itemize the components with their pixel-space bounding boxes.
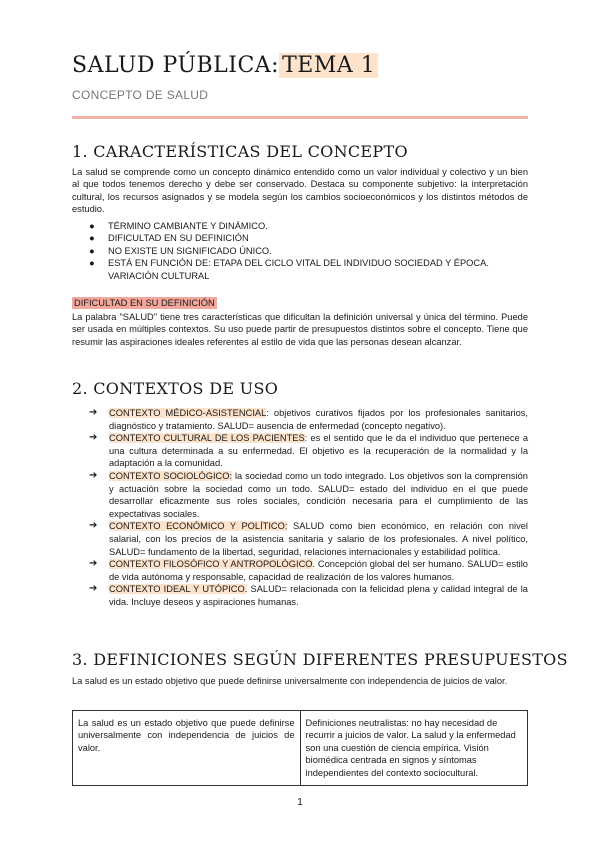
table-cell-left: La salud es un estado objetivo que puede definirse universalmente con independencia de juicios de valor. [73,711,301,786]
list-item-text: TÉRMINO CAMBIANTE Y DINÁMICO. [108,221,268,231]
context-text: la sociedad como un todo integrado. Los objetivos son la comprensión y actuación sobre la sociedad como un todo. SALUD= estado del individuo en el que puede desarrollar eficazmente sus roles sociales, condición necesaria para el cumplimiento de las expectativas sociales. [109,470,528,519]
list-item [72,583,528,608]
contexts-list [72,407,528,609]
list-item [72,520,528,558]
arrow-right-icon: ➔ [89,407,98,418]
characteristics-list [72,220,528,282]
header-divider [72,116,528,119]
context-text: SALUD= relacionada con la felicidad plena y calidad integral de la vida. Incluye deseos y aspiraciones humanas. [109,584,528,607]
section3-intro: La salud es un estado objetivo que puede definirse universalmente con independencia de juicios de valor. [72,676,508,686]
arrow-right-icon: ➔ [89,583,98,595]
title-highlight: TEMA 1 [279,53,378,78]
context-text: Concepción global del ser humano. SALUD= estilo de vida autónoma y responsable, capacidad de realización de los valores humanos. [109,559,528,582]
context-text: objetivos curativos fijados por los profesionales sanitarios, diagnóstico y tratamiento. SALUD= ausencia de enfermedad (concepto negativo). [109,408,529,431]
list-item [72,407,528,432]
context-label: CONTEXTO IDEAL Y UTÓPICO. [109,584,248,595]
bullet-icon: ● [89,221,95,231]
list-item [72,470,528,520]
list-item-text: DIFICULTAD EN SU DEFINICIÓN [108,233,249,244]
context-separator: : [266,408,269,418]
bullet-icon: ● [89,258,95,269]
section3-heading: 3. DEFINICIONES SEGÚN DIFERENTES PRESUPUESTOS [72,650,568,669]
page-number: 1 [297,797,303,808]
list-item [72,220,528,232]
context-text: es el sentido que le da el individuo que pertenece a una cultura determinada a su enfermedad. El objetivo es la recuperación de la normalidad y la adaptación a la comunidad. [109,433,528,469]
context-label: CONTEXTO CULTURAL DE LOS PACIENTES [109,433,305,444]
section2-heading: 2. CONTEXTOS DE USO [72,379,279,398]
bullet-icon: ● [89,233,95,244]
list-item [72,432,528,470]
context-separator: : [304,433,308,444]
title-main: SALUD PÚBLICA: [72,53,280,78]
list-item [72,232,528,244]
difficulty-text: La palabra "SALUD" tiene tres características que dificultan la definición universal y única del término. Puede ser usada en múltiples contextos. Su uso puede partir de presupuestos distintos sobre el concepto. Tiene que resumir las aspiraciones ideales referentes al estilo de vida que las personas desean alcanzar. [72,312,528,347]
arrow-right-icon: ➔ [89,558,98,570]
page-subtitle: CONCEPTO DE SALUD [72,88,209,102]
page-title [72,50,378,82]
list-item [72,558,528,583]
list-item-text: ESTÁ EN FUNCIÓN DE: ETAPA DEL CICLO VITAL DEL INDIVIDUO SOCIEDAD Y ÉPOCA. VARIACIÓN CULTURAL [108,258,489,281]
difficulty-label: DIFICULTAD EN SU DEFINICIÓN [74,298,215,308]
bullet-icon: ● [89,245,95,256]
arrow-right-icon: ➔ [89,520,98,532]
section1-intro: La salud se comprende como un concepto dinámico entendido como un valor individual y colectivo y un bien al que todos tenemos derecho y debe ser conservado. Destaca su componente subjetivo: la interpretación cultural, los recursos asignados y se modela según los cambios socioeconómicos y los distintos métodos de estudio. [72,167,528,215]
context-label: CONTEXTO FILOSÓFICO Y ANTROPOLÓGICO [109,559,313,570]
list-item [72,257,528,282]
context-label: CONTEXTO SOCIOLÓGICO: [109,470,233,481]
context-text: SALUD como bien económico, en relación con nivel salarial, con los precios de la asistencia sanitaria y salario de los profesionales. A nivel político, SALUD= fundamento de la libertad, seguridad, relaciones internacionales y estabilidad política. [109,521,529,557]
table-cell-right: Definiciones neutralistas: no hay necesidad de recurrir a juicios de valor. La salud y la enfermedad son una cuestión de ciencia empírica. Visión biomédica centrada en signos y síntomas independientes del contexto sociocultural. [300,711,528,786]
context-label: CONTEXTO MÉDICO-ASISTENCIAL [109,408,267,418]
list-item [72,245,528,257]
context-separator: . [312,559,316,570]
section1-heading: 1. CARACTERÍSTICAS DEL CONCEPTO [72,142,408,161]
definitions-table [72,710,528,786]
arrow-right-icon: ➔ [89,469,98,481]
list-item-text: NO EXISTE UN SIGNIFICADO ÚNICO. [108,245,272,256]
table-row [73,711,528,786]
arrow-right-icon: ➔ [89,432,98,444]
context-label: CONTEXTO ECONÓMICO Y POLÍTICO: [109,521,288,532]
